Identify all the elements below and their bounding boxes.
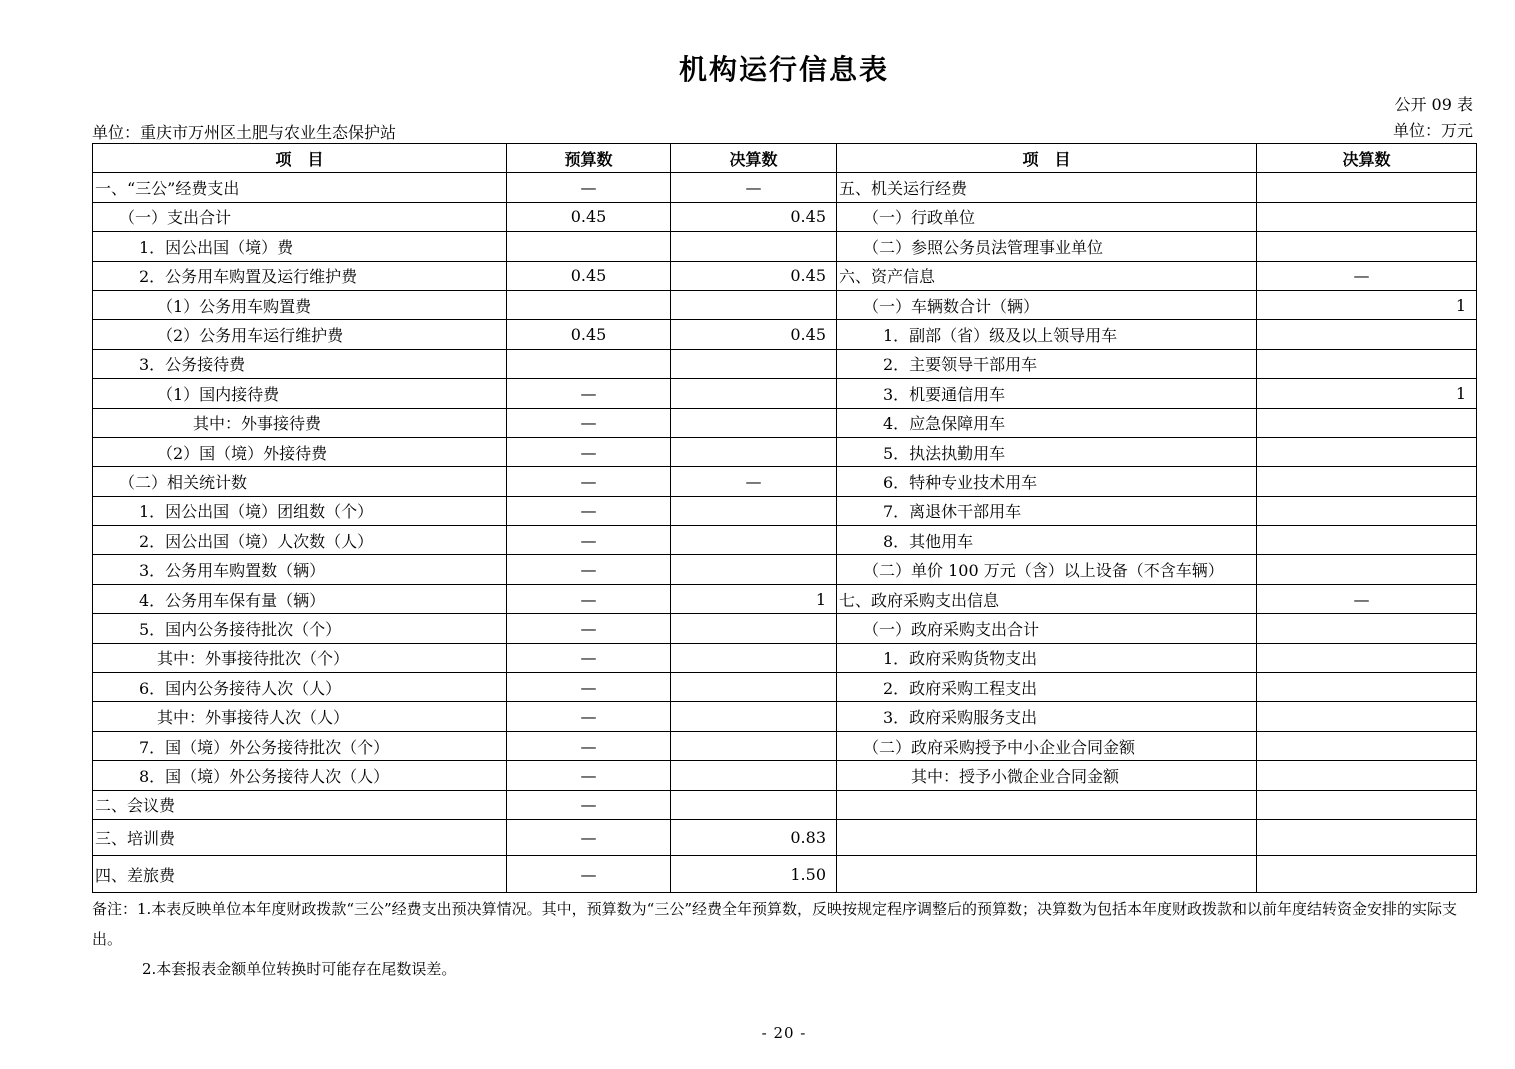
row-item-right: [837, 819, 1257, 856]
row-item-left: 6．国内公务接待人次（人）: [93, 673, 507, 702]
table-row: [93, 614, 1477, 643]
row-final-right: 1: [1257, 379, 1477, 408]
row-item-left: 二、会议费: [93, 790, 507, 819]
row-item-right: [837, 790, 1257, 819]
row-item-left: 其中：外事接待人次（人）: [93, 702, 507, 731]
row-item-right: （一）车辆数合计（辆）: [837, 290, 1257, 319]
table-row: [93, 173, 1477, 202]
row-final-right: —: [1257, 584, 1477, 613]
row-item-right: 7．离退休干部用车: [837, 496, 1257, 525]
table-row: [93, 761, 1477, 790]
table-row: [93, 643, 1477, 672]
row-final-right: [1257, 408, 1477, 437]
row-final-left: [671, 555, 837, 584]
row-budget: —: [507, 555, 671, 584]
row-final-right: [1257, 819, 1477, 856]
table-row: [93, 408, 1477, 437]
row-final-right: [1257, 437, 1477, 466]
row-budget: —: [507, 526, 671, 555]
header-item-left: 项 目: [93, 144, 507, 173]
row-budget: —: [507, 379, 671, 408]
row-budget: —: [507, 643, 671, 672]
table-row: [93, 790, 1477, 819]
row-budget: [507, 290, 671, 319]
row-final-left: [671, 643, 837, 672]
row-item-right: 6．特种专业技术用车: [837, 467, 1257, 496]
row-item-left: 其中：外事接待批次（个）: [93, 643, 507, 672]
row-budget: 0.45: [507, 202, 671, 231]
row-final-left: 0.45: [671, 202, 837, 231]
row-budget: 0.45: [507, 261, 671, 290]
row-final-right: [1257, 731, 1477, 760]
row-final-left: [671, 496, 837, 525]
table-row: [93, 467, 1477, 496]
row-final-left: 1.50: [671, 856, 837, 893]
table-row: [93, 856, 1477, 893]
row-budget: —: [507, 673, 671, 702]
table-row: [93, 320, 1477, 349]
row-final-left: 0.45: [671, 320, 837, 349]
header-budget: 预算数: [507, 144, 671, 173]
row-budget: [507, 232, 671, 261]
row-item-right: 4．应急保障用车: [837, 408, 1257, 437]
row-final-right: [1257, 496, 1477, 525]
row-item-left: （一）支出合计: [93, 202, 507, 231]
row-budget: —: [507, 702, 671, 731]
row-final-right: [1257, 320, 1477, 349]
table-row: [93, 261, 1477, 290]
row-item-right: 2．政府采购工程支出: [837, 673, 1257, 702]
row-final-left: [671, 379, 837, 408]
row-budget: —: [507, 496, 671, 525]
page-number: - 20 -: [761, 1024, 807, 1042]
row-final-right: [1257, 232, 1477, 261]
row-final-right: [1257, 349, 1477, 378]
table-row: [93, 584, 1477, 613]
header-item-right: 项 目: [837, 144, 1257, 173]
row-item-right: [837, 856, 1257, 893]
row-final-left: [671, 232, 837, 261]
row-item-right: 3．机要通信用车: [837, 379, 1257, 408]
row-budget: —: [507, 437, 671, 466]
row-item-left: 7．国（境）外公务接待批次（个）: [93, 731, 507, 760]
row-item-right: 其中：授予小微企业合同金额: [837, 761, 1257, 790]
row-final-right: [1257, 761, 1477, 790]
row-item-left: 1．因公出国（境）团组数（个）: [93, 496, 507, 525]
row-final-left: —: [671, 467, 837, 496]
row-budget: 0.45: [507, 320, 671, 349]
row-item-left: 3．公务用车购置数（辆）: [93, 555, 507, 584]
table-row: [93, 349, 1477, 378]
row-item-right: （一）政府采购支出合计: [837, 614, 1257, 643]
table-row: [93, 202, 1477, 231]
table-row: [93, 555, 1477, 584]
table-row: [93, 379, 1477, 408]
row-item-right: （二）单价 100 万元（含）以上设备（不含车辆）: [837, 555, 1257, 584]
row-item-left: 2．公务用车购置及运行维护费: [93, 261, 507, 290]
row-final-left: [671, 408, 837, 437]
row-final-left: [671, 702, 837, 731]
row-final-left: 0.45: [671, 261, 837, 290]
row-final-right: [1257, 702, 1477, 731]
row-final-right: [1257, 526, 1477, 555]
reporting-unit: 单位：重庆市万州区土肥与农业生态保护站: [92, 123, 397, 142]
row-final-left: [671, 349, 837, 378]
row-item-left: 8．国（境）外公务接待人次（人）: [93, 761, 507, 790]
row-final-left: [671, 761, 837, 790]
row-item-right: 1．副部（省）级及以上领导用车: [837, 320, 1257, 349]
row-final-right: 1: [1257, 290, 1477, 319]
row-item-left: （2）国（境）外接待费: [93, 437, 507, 466]
row-item-right: 七、政府采购支出信息: [837, 584, 1257, 613]
row-final-right: [1257, 673, 1477, 702]
row-final-left: [671, 526, 837, 555]
row-budget: —: [507, 614, 671, 643]
row-final-right: [1257, 856, 1477, 893]
row-final-right: —: [1257, 261, 1477, 290]
header-final-right: 决算数: [1257, 144, 1477, 173]
row-item-right: 8．其他用车: [837, 526, 1257, 555]
row-item-right: （二）政府采购授予中小企业合同金额: [837, 731, 1257, 760]
row-final-left: [671, 290, 837, 319]
page-title: 机构运行信息表: [678, 53, 889, 86]
row-item-right: 六、资产信息: [837, 261, 1257, 290]
info-table: [92, 143, 1477, 893]
row-final-left: [671, 437, 837, 466]
table-row: [93, 437, 1477, 466]
row-item-left: 四、差旅费: [93, 856, 507, 893]
row-item-left: 2．因公出国（境）人次数（人）: [93, 526, 507, 555]
row-item-left: （二）相关统计数: [93, 467, 507, 496]
row-item-left: 4．公务用车保有量（辆）: [93, 584, 507, 613]
row-budget: —: [507, 467, 671, 496]
row-item-left: （1）国内接待费: [93, 379, 507, 408]
row-item-right: 五、机关运行经费: [837, 173, 1257, 202]
row-budget: —: [507, 819, 671, 856]
row-item-right: 3．政府采购服务支出: [837, 702, 1257, 731]
row-final-left: —: [671, 173, 837, 202]
table-row: [93, 702, 1477, 731]
row-final-left: [671, 790, 837, 819]
row-budget: —: [507, 731, 671, 760]
row-item-left: 三、培训费: [93, 819, 507, 856]
row-final-left: [671, 614, 837, 643]
table-row: [93, 819, 1477, 856]
row-item-left: （2）公务用车运行维护费: [93, 320, 507, 349]
row-item-left: 5．国内公务接待批次（个）: [93, 614, 507, 643]
row-final-left: 0.83: [671, 819, 837, 856]
row-final-right: [1257, 467, 1477, 496]
row-budget: —: [507, 173, 671, 202]
row-item-left: （1）公务用车购置费: [93, 290, 507, 319]
footnote-1: 备注：1.本表反映单位本年度财政拨款“三公”经费支出预决算情况。其中，预算数为“三公”经费全年预算数，反映按规定程序调整后的预算数；决算数为包括本年度财政拨款和以前年度结转资金安排的实际支出。: [92, 900, 1457, 948]
row-item-right: （一）行政单位: [837, 202, 1257, 231]
row-item-right: 1．政府采购货物支出: [837, 643, 1257, 672]
row-item-right: 2．主要领导干部用车: [837, 349, 1257, 378]
row-budget: [507, 349, 671, 378]
row-final-right: [1257, 555, 1477, 584]
row-item-left: 1．因公出国（境）费: [93, 232, 507, 261]
row-budget: —: [507, 761, 671, 790]
row-final-left: [671, 731, 837, 760]
table-row: [93, 290, 1477, 319]
table-row: [93, 673, 1477, 702]
row-final-left: 1: [671, 584, 837, 613]
row-final-right: [1257, 790, 1477, 819]
row-final-right: [1257, 202, 1477, 231]
table-header-row: [93, 144, 1477, 173]
row-final-left: [671, 673, 837, 702]
table-row: [93, 232, 1477, 261]
row-item-right: （二）参照公务员法管理事业单位: [837, 232, 1257, 261]
table-row: [93, 496, 1477, 525]
form-number: 公开 09 表: [1394, 95, 1473, 114]
row-item-right: 5．执法执勤用车: [837, 437, 1257, 466]
header-final-left: 决算数: [671, 144, 837, 173]
row-final-right: [1257, 614, 1477, 643]
row-budget: —: [507, 856, 671, 893]
row-final-right: [1257, 173, 1477, 202]
row-item-left: 其中：外事接待费: [93, 408, 507, 437]
table-row: [93, 526, 1477, 555]
row-item-left: 3．公务接待费: [93, 349, 507, 378]
row-budget: —: [507, 584, 671, 613]
table-row: [93, 731, 1477, 760]
row-budget: —: [507, 408, 671, 437]
currency-unit: 单位：万元: [1392, 121, 1473, 140]
footnote-2: 2.本套报表金额单位转换时可能存在尾数误差。: [142, 960, 457, 978]
row-final-right: [1257, 643, 1477, 672]
row-budget: —: [507, 790, 671, 819]
row-item-left: 一、“三公”经费支出: [93, 173, 507, 202]
